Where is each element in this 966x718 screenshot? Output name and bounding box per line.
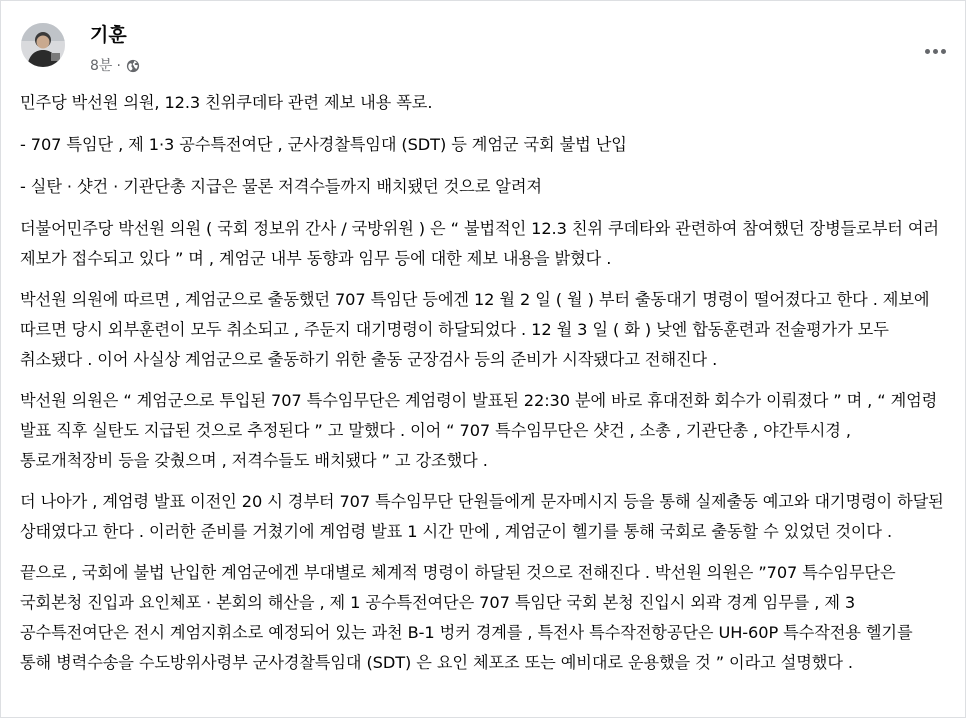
author-name[interactable]: 기훈 [90,24,127,46]
post-header [1,1,965,91]
avatar[interactable] [21,23,65,67]
more-options-button[interactable] [917,37,953,65]
post-time[interactable]: 8분 [90,58,113,74]
more-horizontal-icon [923,49,947,54]
avatar-image [21,23,65,67]
post-paragraph: 박선원 의원에 따르면 , 계엄군으로 출동했던 707 특임단 등에겐 12 월 2 일 ( 월 ) 부터 출동대기 명령이 떨어졌다고 한다 . 제보에 따르면 당시 외부훈련이 모두 취소되고 , 주둔지 대기명령이 하달되었다 . 12 월 3 일 ( 화 ) 낮엔 합동훈련과 전술평가가 모두 취소됐다 . 이어 사실상 계엄군으로 출동하기 위한 출동 군장검사 등의 준비가 시작됐다고 전해진다 . [20,290,930,369]
post-meta [90,56,140,76]
meta-separator: · [116,58,121,74]
post-paragraph: 끝으로 , 국회에 불법 난입한 계엄군에겐 부대별로 체계적 명령이 하달된 것으로 전해진다 . 박선원 의원은 ”707 특수임무단은 국회본청 진입과 요인체포 · 본회의 해산을 , 제 1 공수특전여단은 707 특임단 국회 본청 진입시 외곽 경계 임무를 , 제 3 공수특전여단은 전시 계엄지휘소로 예정되어 있는 과천 B-1 벙커 경계를 , 특전사 특수작전항공단은 UH-60P 특수작전용 헬기를 통해 병력수송을 수도방위사령부 군사경찰특임대 (SDT) 은 요인 체포조 또는 예비대로 운용했을 것 ” 이라고 설명했다 . [20,563,913,672]
post-paragraph: - 실탄 · 샷건 · 기관단총 지급은 물론 저격수들까지 배치됐던 것으로 알려져 [20,177,542,196]
post-paragraph: 박선원 의원은 “ 계엄군으로 투입된 707 특수임무단은 계엄령이 발표된 22:30 분에 바로 휴대전화 회수가 이뤄졌다 ” 며 , “ 계엄령 발표 직후 실탄도 지급된 것으로 추정된다 ” 고 말했다 . 이어 “ 707 특수임무단은 샷건 , 소총 , 기관단총 , 야간투시경 , 통로개척장비 등을 갖췄으며 , 저격수들도 배치됐다 ” 고 강조했다 . [20,391,938,470]
post-paragraph: 더불어민주당 박선원 의원 ( 국회 정보위 간사 / 국방위원 ) 은 “ 불법적인 12.3 친위 쿠데타와 관련하여 참여했던 장병들로부터 여러 제보가 접수되고 있다 ” 며 , 계엄군 내부 동향과 임무 등에 대한 제보 내용을 밝혔다 . [20,219,939,268]
post-paragraph: - 707 특임단 , 제 1·3 공수특전여단 , 군사경찰특임대 (SDT) 등 계엄군 국회 불법 난입 [20,135,627,154]
post-paragraph: 더 나아가 , 계엄령 발표 이전인 20 시 경부터 707 특수임무단 단원들에게 문자메시지 등을 통해 실제출동 예고와 대기명령이 하달된 상태였다고 한다 . 이러한 준비를 거쳤기에 계엄령 발표 1 시간 만에 , 계엄군이 헬기를 통해 국회로 출동할 수 있었던 것이다 . [20,492,944,541]
post-paragraph: 민주당 박선원 의원, 12.3 친위쿠데타 관련 제보 내용 폭로. [20,93,433,112]
globe-icon[interactable] [126,59,140,73]
post-body [20,88,944,689]
